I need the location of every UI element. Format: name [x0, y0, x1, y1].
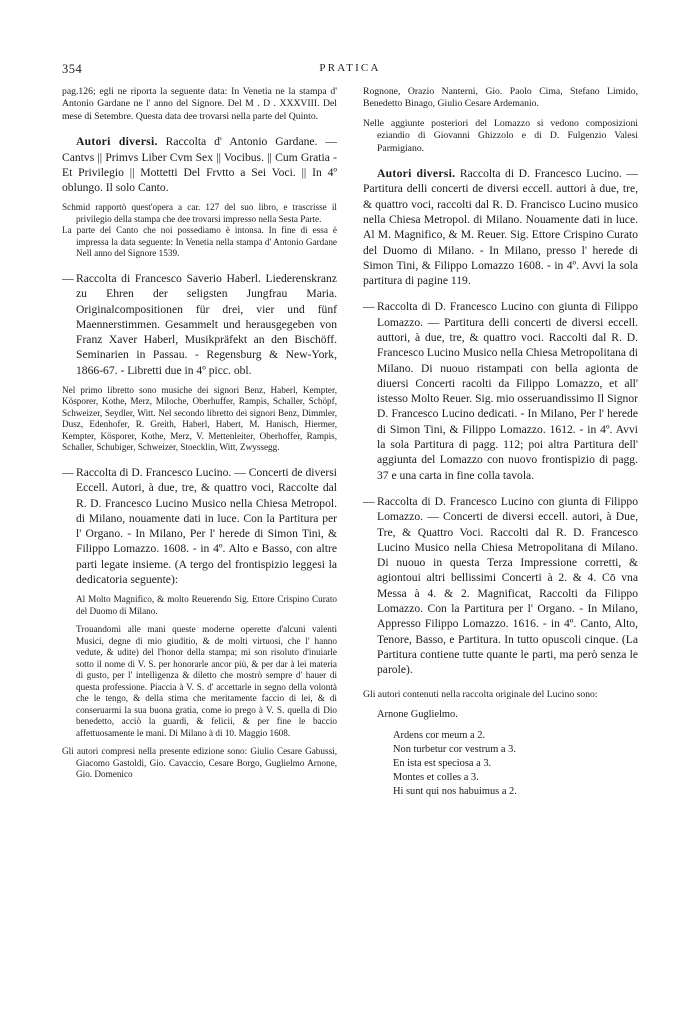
right-column [363, 86, 638, 799]
note-authors-list: Gli autori compresi nella presente edizione sono: Giulio Cesare Gabussi, Giacomo Gastoldi, Gio. Cavaccio, Cesare Borgo, Guglielmo Arnone, Gio. Domenico [62, 746, 337, 780]
entry-heading: Autori diversi. [377, 167, 456, 181]
left-column [62, 86, 337, 799]
note-canto: La parte del Canto che noi possediamo è intonsa. In fine di essa è impressa la data seguente: In Venetia nella stampa d' Antonio Gardane Nell anno del Signore 1539. [62, 225, 337, 259]
entry-body: Raccolta di D. Francesco Lucino. — Partitura delli concerti de diversi eccell. auttori à due, tre, & quattro voci, raccolti dal R. D. Francisco Lucino musico nella Chiesa Metropol. di Milano. Nouamente dati in luce. Al M. Magnifico, & M. Reuer. Sig. Ettore Crispino Curato del Duomo di Milano. - In Milano, presso l' herede di Simon Tini, & Filippo Lomazzo 1608. - in 4º. Avvi la sola partitura di pagine 119. [363, 167, 638, 288]
dedication-address: Al Molto Magnifico, & molto Reuerendo Sig. Ettore Crispino Curato del Duomo di Milano. [76, 594, 337, 616]
dedication-text: Trouandomi alle mani queste moderne operette d'alcuni valenti Musici, degne di mio giuditio, & de molti virtuosi, che l' hanno vedute, & udite) del l'honor della stampa; mi son risoluto d'inuiarle sotto il nome di V. S. per honorarle ancor più, & per dar à lei materia di gusto, per l' intelligenza & diletto che mostrò sempre d' hauer di questa professione. Piaccia à V. S. d' accettarle in segno della volontà che le tengo, & della stima che meritamente faccio di lei, & di conseruarmi la sua buona gratia, come io prego à V. S. quella di Dio benedetto, acciò la guardi, & felicii, & per fine le baccio affettuosamente le mani. Di Milano à di 10. Maggio 1608. [76, 624, 337, 738]
note-schmid: Schmid rapportò quest'opera a car. 127 del suo libro, e trascrisse il privilegio della stampa che dee trovarsi impresso nella Sesta Parte. [62, 202, 337, 224]
entry-autori-diversi-right [363, 166, 638, 288]
list-item: Non turbetur cor vestrum a 3. [393, 743, 516, 755]
em-dash-marker: — [363, 300, 375, 314]
list-item: Montes et colles a 3. [393, 771, 479, 783]
em-dash-marker: — [363, 494, 375, 508]
paragraph-continuation-authors: Rognone, Orazio Nanterni, Gio. Paolo Cima, Stefano Limido, Benedetto Binago, Giulio Cesare Ardemanio. [363, 86, 638, 110]
list-item: En ista est speciosa a 3. [393, 757, 492, 769]
entry-heading: Autori diversi. [76, 135, 158, 149]
entry-body: Raccolta d' Antonio Gardane. — Cantvs || Primvs Liber Cvm Sex || Vocibus. || Cum Gratia - Et Privilegio || Mottetti Del Frvtto a Sei Voci. || In 4º oblungo. Il solo Canto. [62, 135, 337, 195]
em-dash-marker: — [62, 465, 74, 479]
entry-lucino-1608 [62, 465, 337, 587]
note-raccolta-authors: Gli autori contenuti nella raccolta originale del Lucino sono: [363, 688, 598, 700]
entry-body: Raccolta di D. Francesco Lucino con giunta di Filippo Lomazzo. — Partitura delli concerti de diversi eccell. auttori, à due, tre, & quattro voci. Raccolti dal R. D. Francesco Lucino Musico nella Chiesa Metropolitana di Milano. Di nuouo ristampati con bella agionta de diuersi Concerti racolti da Filippo Lomazzo, et all' istesso Molto Reuer. Sig. mio osseruandissimo Il Signor D. Francesco Lucino dedicati. - In Milano, Per l' herede di Simon Tini, & Filippo Lomazzo. 1612. - in 4º. Avvi la sola Partitura di pagg. 112; poi altra Partitura dell' aggiunta del Lomazzo con nuovo frontispizio di pagg. 37 e una carta in fine colla tavola. [377, 300, 638, 482]
paragraph-continuation: pag.126; egli ne riporta la seguente data: In Venetia ne la stampa d' Antonio Gardane ne l' anno del Signore. Del M . D . XXXVIII. Del mese di Setembre. Questa data dee trovarsi nella parte del Quinto. [62, 86, 337, 122]
page-number: 354 [62, 62, 83, 76]
entry-lucino-lomazzo-1612 [363, 299, 638, 483]
entry-autori-diversi-left [62, 134, 337, 195]
running-title: PRATICA [319, 62, 381, 74]
page-header [0, 62, 700, 78]
author-name-arnone: Arnone Guglielmo. [377, 708, 458, 720]
text-columns [62, 86, 638, 799]
entry-lucino-lomazzo-1616 [363, 494, 638, 678]
incipit-list [363, 729, 638, 799]
entry-body: Raccolta di Francesco Saverio Haberl. Liederenskranz zu Ehren der seligsten Jungfrau Maria. Originalcompositionen für drei, vier und fünf Maennerstimmen. Gesammelt und herausgegeben von Franz Xaver Haberl, Musikpräfekt an den Bischöff. Seminarien in Passau. - Regensburg & New-York, 1866-67. - Libretti due in 4º picc. obl. [76, 271, 337, 377]
em-dash-marker: — [62, 271, 74, 285]
note-libretti: Nel primo libretto sono musiche dei signori Benz, Haberl, Kempter, Kösporer, Kothe, Merz, Miloche, Oberhuffer, Rampis, Schaller, Schöpf, Schweizer, Seydler, Witt. Nel secondo libretto dei signori Benz, Dimmler, Dusz, Edenhofer, R. Greith, Haberl, Habert, M. Hanisch, Hiermer, Kempter, Kösporer, Kothe, Merz, V. Mettenleiter, Oberhoffer, Rampis, Schaller, Schubiger, Schweizer, Stoecklin, Witt, Zwyssegg. [62, 384, 337, 453]
list-item: Ardens cor meum a 2. [393, 729, 486, 741]
entry-body: Raccolta di D. Francesco Lucino. — Concerti de diversi Eccell. Autori, à due, tre, & quattro voci, Raccolte dal R. D. Francesco Lucino Musico nella Chiesa Metropol. di Milano, nouamente dati in luce. Con la Partitura per l' Organo. - In Milano, Per l' herede di Simon Tini, & Filippo Lomazzo. 1608. - in 4º. Alto e Basso, con altre parti legate insieme. (A tergo del frontispizio leggesi la dedicatoria seguente): [76, 465, 337, 587]
list-item: Hi sunt qui nos habuimus a 2. [393, 785, 517, 797]
entry-haberl [62, 271, 337, 378]
paragraph-additions: Nelle aggiunte posteriori del Lomazzo si vedono composizioni eziandio di Giovanni Ghizzolo e di D. Fulgenzio Valesi Parmigiano. [363, 117, 638, 154]
entry-body: Raccolta di D. Francesco Lucino con giunta di Filippo Lomazzo. — Concerti de diversi eccell. autori, à Due, Tre, & Quattro Voci. Raccolti dal R. D. Francesco Lucino Musico nella Chiesa Metropolitana di Milano. Di nuouo in questa Terza Impressione corretti, & agiontoui altri bellissimi Concerti à 2. & 4. Cō vna Messa à 4. & 2. Magnificat, Raccolti da Filippo Lomazzo. Con la Partitura per l' Organo. - In Milano, Appresso Filippo Lomazzo. 1616. - in 4º. Canto, Alto, Tenore, Basso, e Partitura. In tutto opuscoli cinque. (La Partitura contiene tutte quante le parti, ma però senza le parole). [377, 494, 638, 677]
